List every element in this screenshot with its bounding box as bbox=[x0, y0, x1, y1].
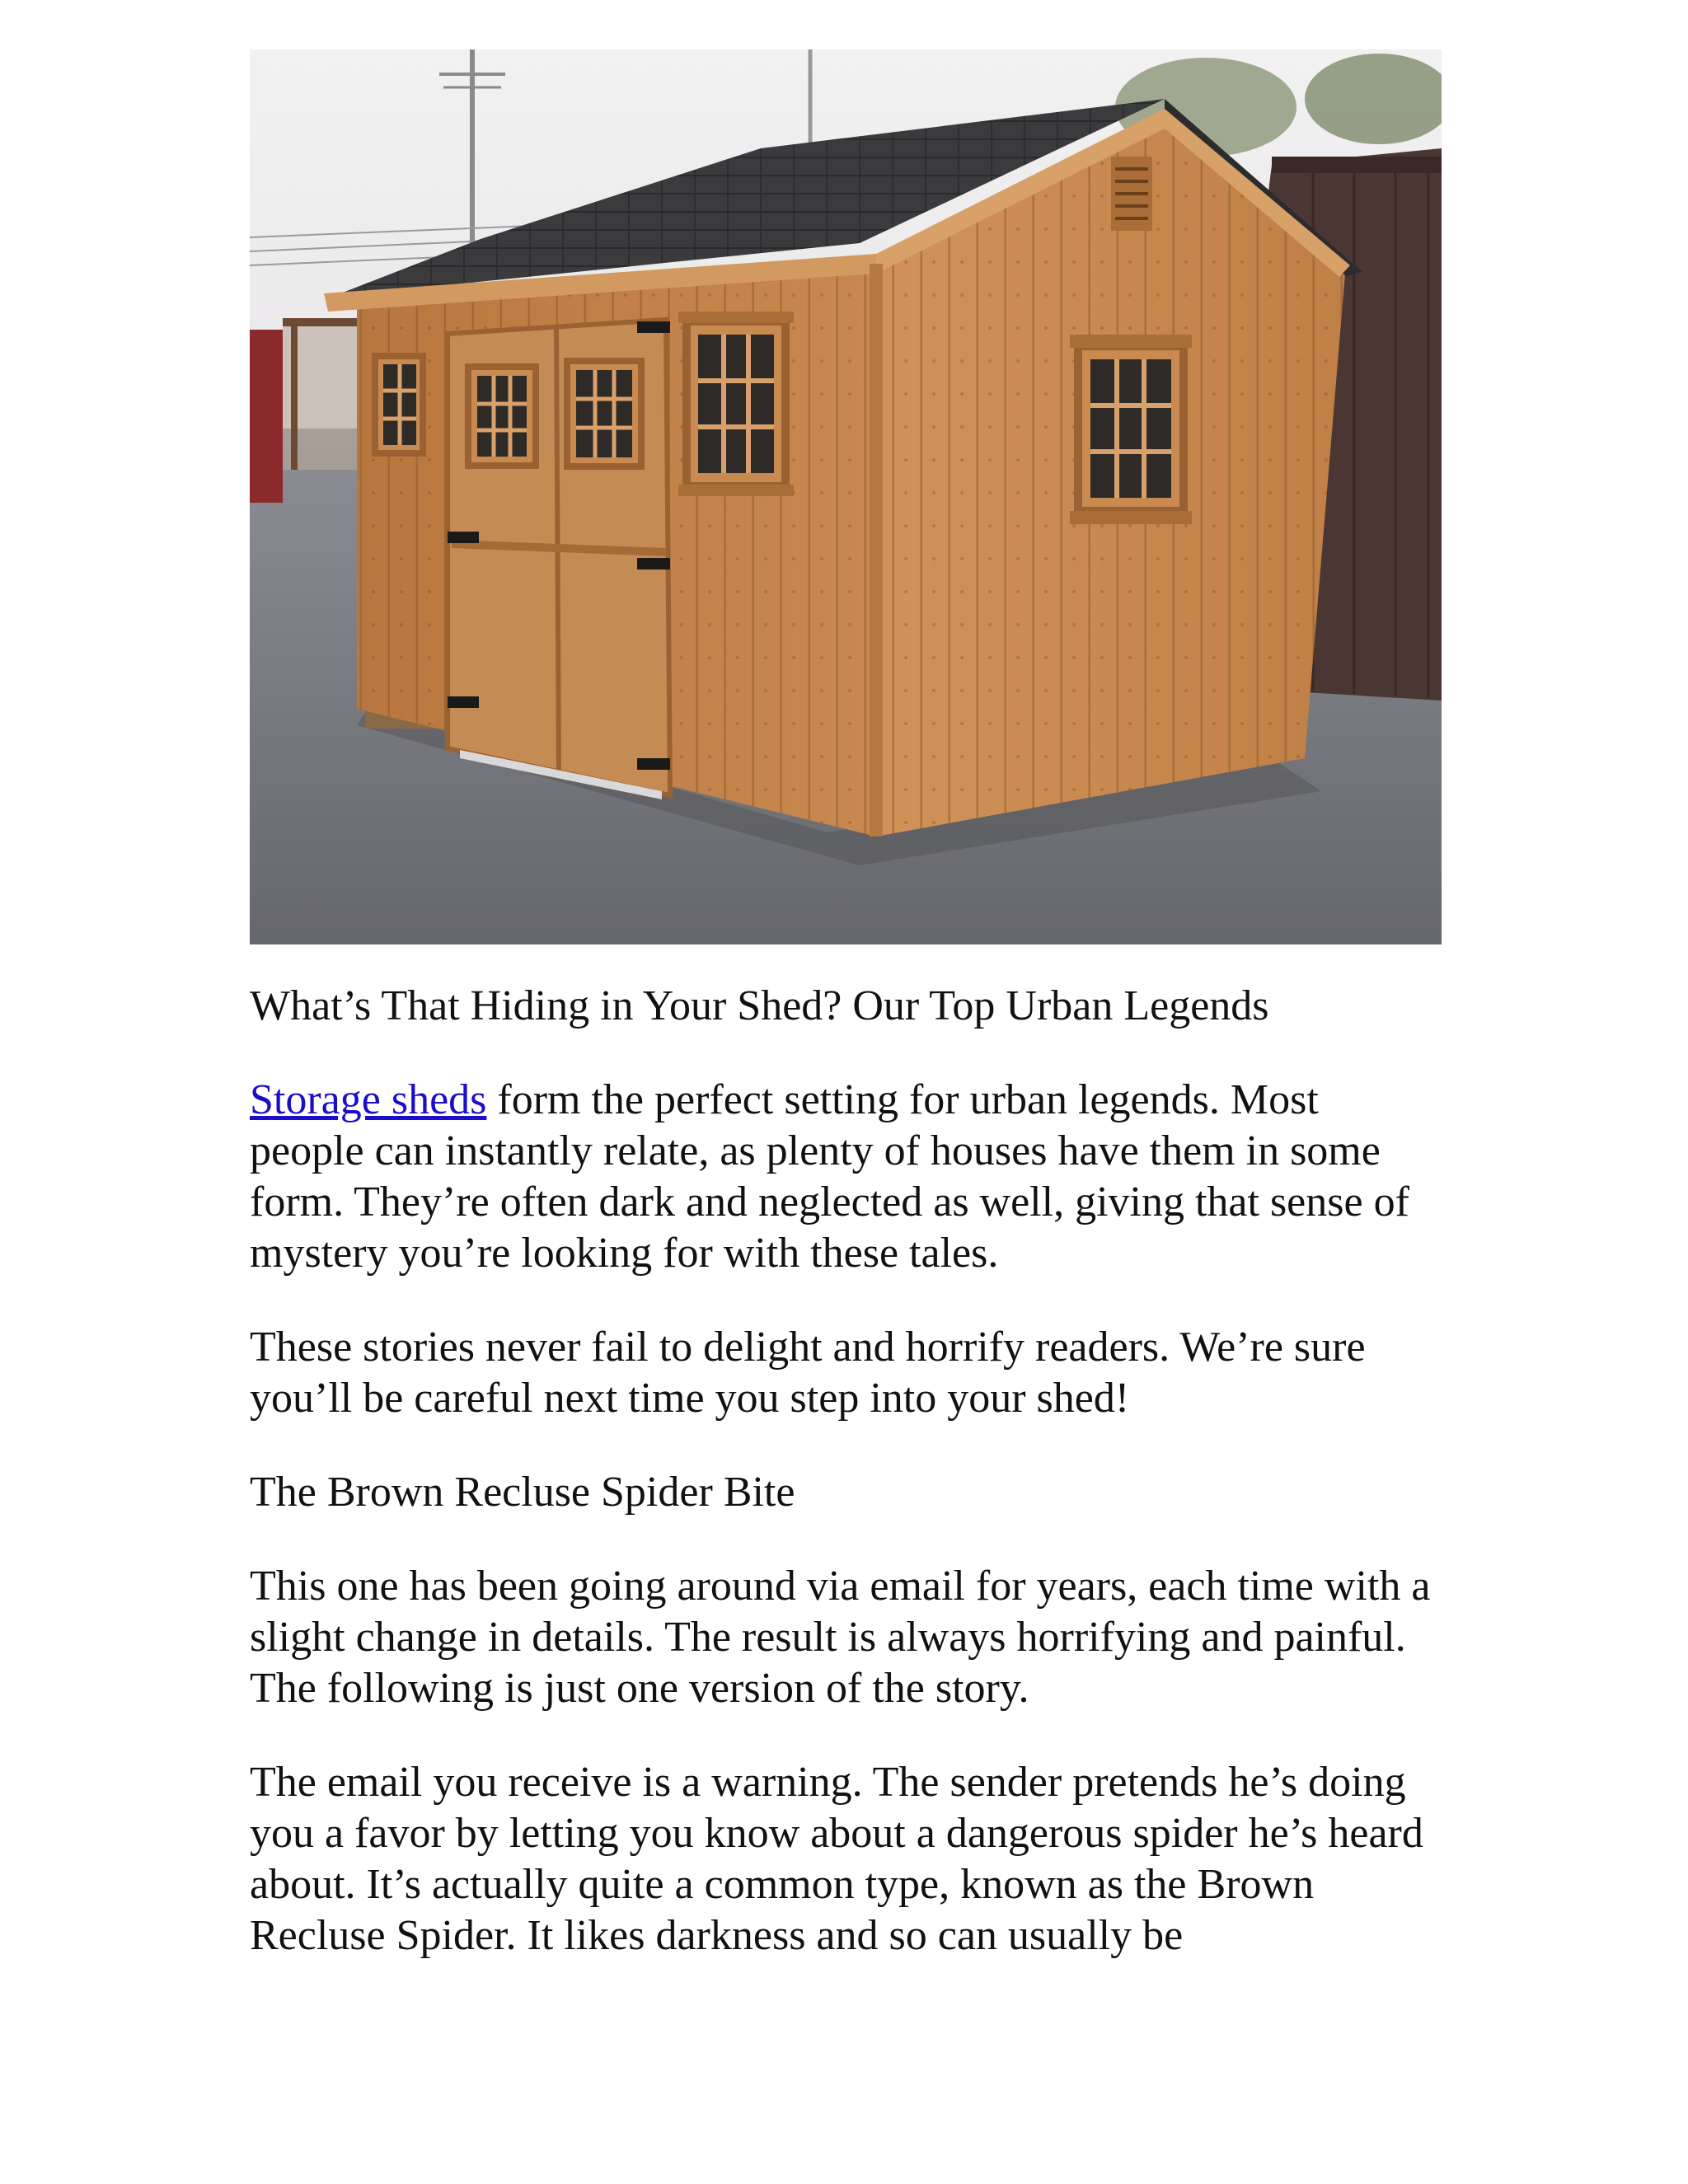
window-front-right bbox=[678, 312, 794, 496]
article-body bbox=[250, 981, 1442, 2004]
shed-illustration bbox=[250, 49, 1442, 944]
section-heading-brown-recluse: The Brown Recluse Spider Bite bbox=[250, 1469, 795, 1516]
article-title: What’s That Hiding in Your Shed? Our Top Urban Legends bbox=[250, 982, 1269, 1029]
shed-photo bbox=[250, 49, 1442, 944]
window-gable bbox=[1070, 335, 1192, 524]
paragraph-4: The email you receive is a warning. The sender pretends he’s doing you a favor by letting you know about a dangerous spider he’s heard about. It’s actually quite a common type, known as the Brown Recluse Spider. It likes darkness and so can usually be bbox=[250, 1759, 1423, 1959]
paragraph-3: This one has been going around via email for years, each time with a slight change in details. The result is always horrifying and painful. The following is just one version of the story. bbox=[250, 1563, 1431, 1712]
intro-paragraph bbox=[250, 1075, 1442, 1279]
window-door-right bbox=[567, 361, 641, 466]
paragraph-2: These stories never fail to delight and horrify readers. We’re sure you’ll be careful next time you step into your shed! bbox=[250, 1324, 1366, 1422]
intro-text: form the perfect setting for urban legends. Most people can instantly relate, as plenty of houses have them in some form. They’re often dark and neglected as well, giving that sense of mystery you’re looking for with these tales. bbox=[250, 1076, 1409, 1277]
window-door-left bbox=[468, 367, 536, 466]
window-left bbox=[375, 356, 423, 453]
storage-sheds-link[interactable]: Storage sheds bbox=[250, 1076, 487, 1123]
